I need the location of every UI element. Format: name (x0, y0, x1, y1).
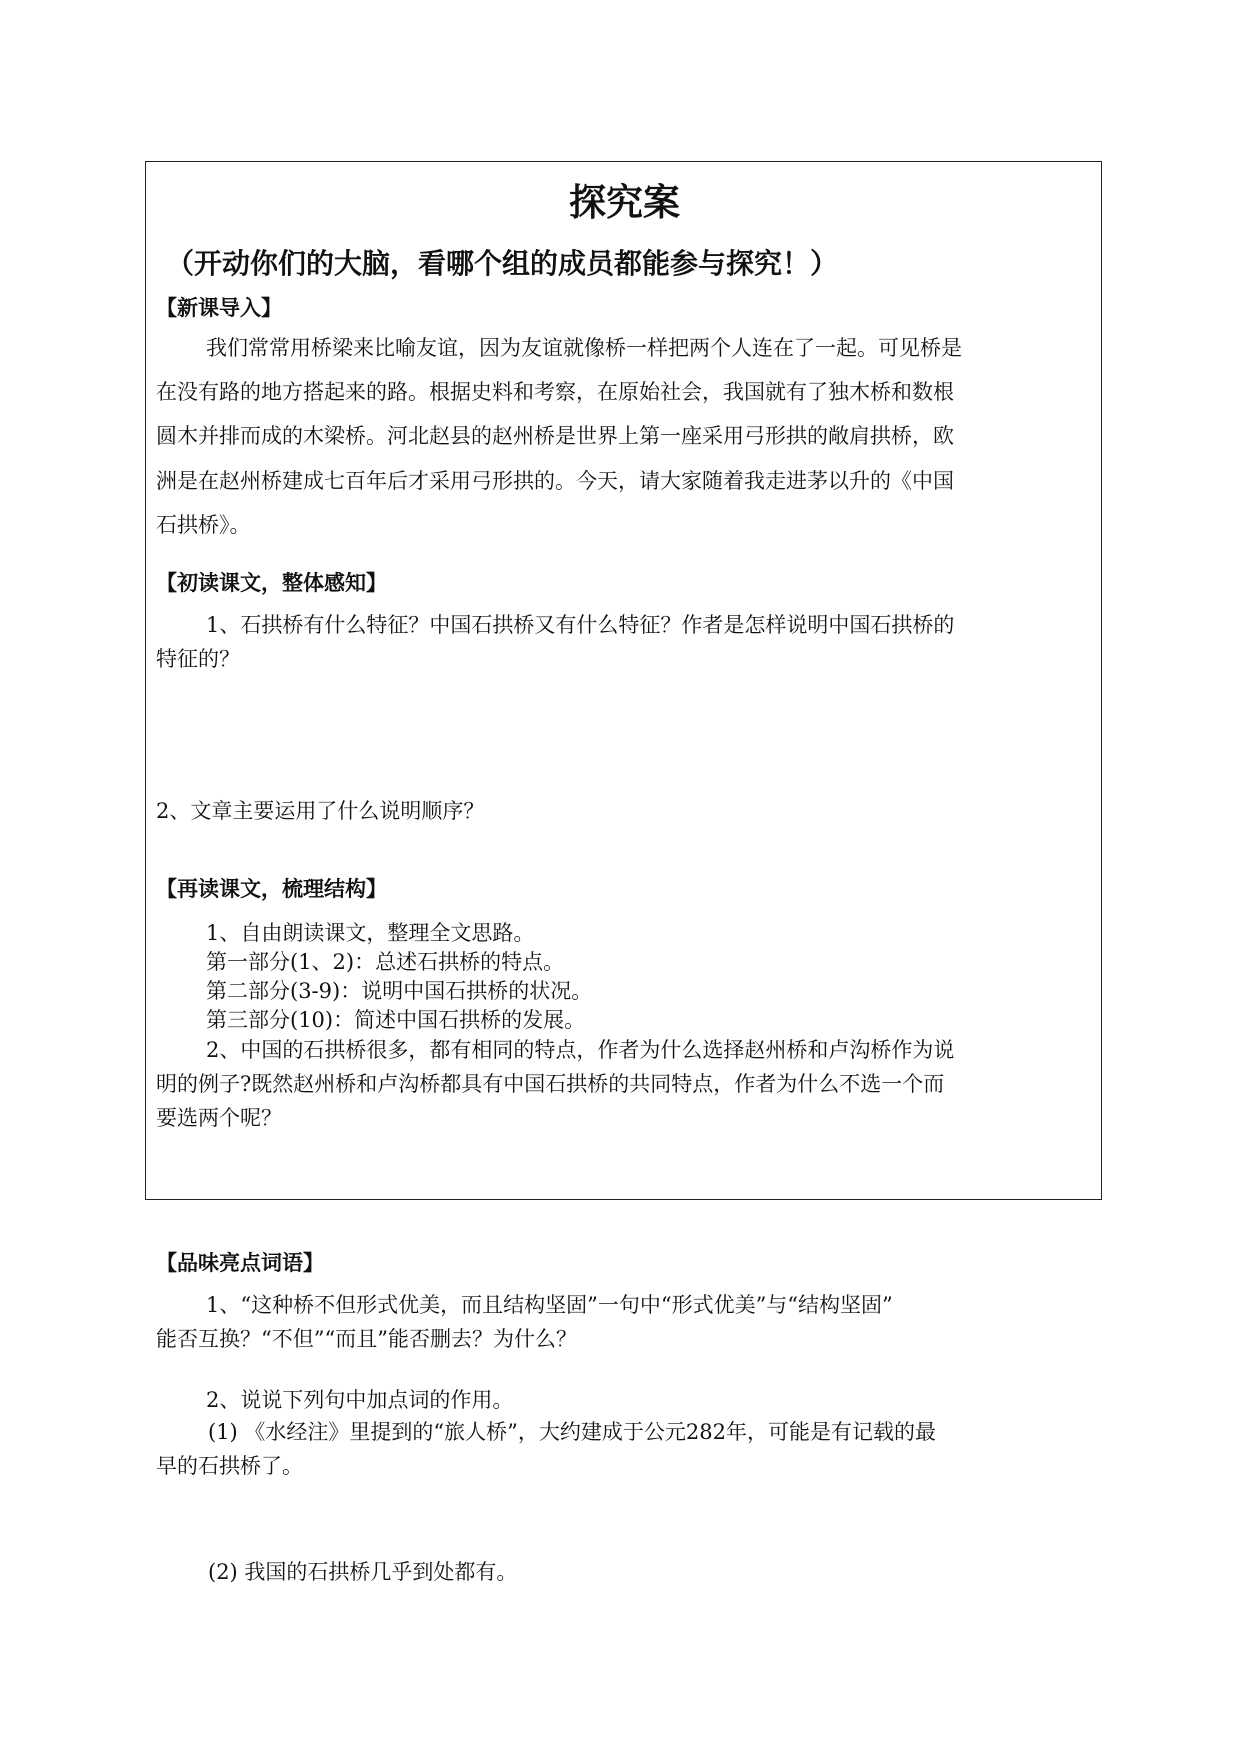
question-line: 2、说说下列句中加点词的作用。 (206, 1388, 514, 1412)
question-line: 2、中国的石拱桥很多，都有相同的特点，作者为什么选择赵州桥和卢沟桥作为说 (206, 1038, 955, 1062)
section-heading-second-read: 【再读课文，梳理结构】 (156, 877, 387, 901)
worksheet-frame (145, 161, 1102, 1584)
intro-line: 石拱桥》。 (156, 513, 251, 537)
question-line: 2、文章主要运用了什么说明顺序？ (156, 799, 485, 823)
example-sentence-line: 早的石拱桥了。 (156, 1454, 303, 1478)
intro-line: 在没有路的地方搭起来的路。根据史料和考察，在原始社会，我国就有了独木桥和数根 (156, 380, 954, 404)
intro-line: 圆木并排而成的木梁桥。河北赵县的赵州桥是世界上第一座采用弓形拱的敞肩拱桥，欧 (156, 424, 954, 448)
question-line: 明的例子?既然赵州桥和卢沟桥都具有中国石拱桥的共同特点，作者为什么不选一个而 (156, 1072, 945, 1096)
question-line: 1、“这种桥不但形式优美，而且结构坚固”一句中“形式优美”与“结构坚固” (206, 1293, 893, 1317)
section-heading-first-read: 【初读课文，整体感知】 (156, 571, 387, 595)
example-sentence-line: (2) 我国的石拱桥几乎到处都有。 (208, 1560, 518, 1584)
question-line: 要选两个呢？ (156, 1106, 282, 1130)
page-title: 探究案 (569, 181, 680, 224)
structure-line: 1、自由朗读课文，整理全文思路。 (206, 921, 535, 945)
structure-line: 第二部分(3-9)：说明中国石拱桥的状况。 (206, 979, 593, 1003)
structure-line: 第一部分(1、2)：总述石拱桥的特点。 (206, 950, 565, 974)
intro-line: 我们常常用桥梁来比喻友谊，因为友谊就像桥一样把两个人连在了一起。可见桥是 (206, 336, 962, 360)
question-line: 能否互换？“不但”“而且”能否删去？为什么？ (156, 1327, 577, 1351)
section-heading-words: 【品味亮点词语】 (156, 1251, 324, 1275)
question-line: 1、石拱桥有什么特征？中国石拱桥又有什么特征？作者是怎样说明中国石拱桥的 (206, 613, 955, 637)
question-line: 特征的？ (156, 647, 240, 671)
page-subtitle: （开动你们的大脑，看哪个组的成员都能参与探究！） (166, 247, 839, 280)
example-sentence-line: (1) 《水经注》里提到的“旅人桥”，大约建成于公元282年，可能是有记载的最 (208, 1420, 936, 1444)
structure-line: 第三部分(10)：简述中国石拱桥的发展。 (206, 1008, 586, 1032)
section-heading-intro: 【新课导入】 (156, 296, 282, 320)
intro-line: 洲是在赵州桥建成七百年后才采用弓形拱的。今天，请大家随着我走进茅以升的《中国 (156, 469, 954, 493)
